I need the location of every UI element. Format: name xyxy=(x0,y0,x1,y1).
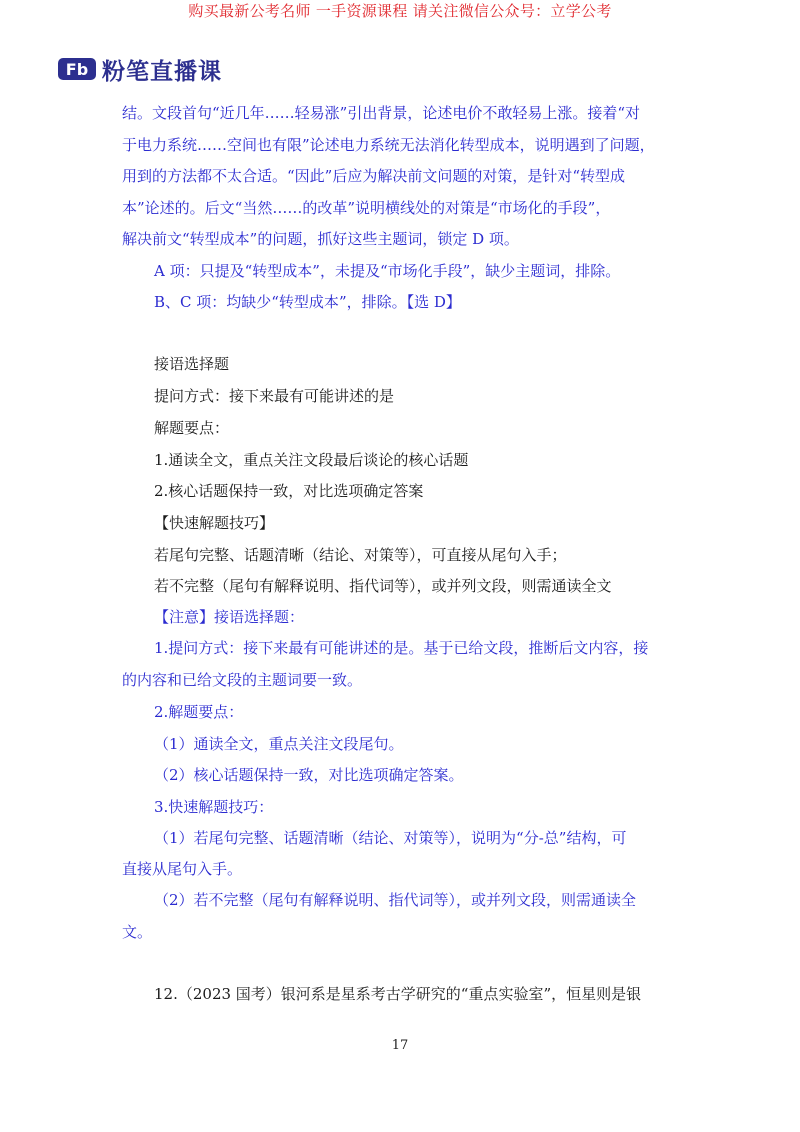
brand-name: 粉笔直播课 xyxy=(102,58,222,85)
top-banner: 购买最新公考名师 一手资源课程 请关注微信公众号：立学公考 xyxy=(188,2,612,20)
note-line: 1.提问方式：接下来最有可能讲述的是。基于已给文段，推断后文内容，接 xyxy=(154,639,649,657)
note-line: 文。 xyxy=(122,923,153,941)
analysis-line: 本”论述的。后文“当然……的改革”说明横线处的对策是“市场化的手段”， xyxy=(122,199,611,217)
guide-line: 提问方式：接下来最有可能讲述的是 xyxy=(154,387,395,405)
guide-line: 若尾句完整、话题清晰（结论、对策等），可直接从尾句入手； xyxy=(154,546,567,564)
note-line: （2）核心话题保持一致，对比选项确定答案。 xyxy=(154,766,464,784)
note-heading: 【注意】接语选择题： xyxy=(154,608,305,626)
note-line: 2.解题要点： xyxy=(154,703,244,721)
option-a-analysis: A 项：只提及“转型成本”，未提及“市场化手段”，缺少主题词，排除。 xyxy=(154,262,621,280)
option-bc-analysis: B、C 项：均缺少“转型成本”，排除。【选 D】 xyxy=(154,293,461,311)
note-line: 直接从尾句入手。 xyxy=(122,860,243,878)
svg-text:Fb: Fb xyxy=(65,60,89,79)
note-line: （1）若尾句完整、话题清晰（结论、对策等），说明为“分-总”结构，可 xyxy=(154,829,627,847)
note-line: （1）通读全文，重点关注文段尾句。 xyxy=(154,735,404,753)
section-heading: 接语选择题 xyxy=(154,355,230,373)
note-line: 3.快速解题技巧： xyxy=(154,798,274,816)
fenbi-logo-icon xyxy=(58,56,96,82)
page-number: 17 xyxy=(391,1038,409,1053)
guide-line: 【快速解题技巧】 xyxy=(154,514,275,532)
note-line: （2）若不完整（尾句有解释说明、指代词等），或并列文段，则需通读全 xyxy=(154,891,637,909)
guide-line: 2.核心话题保持一致，对比选项确定答案 xyxy=(154,482,424,500)
guide-line: 1.通读全文，重点关注文段最后谈论的核心话题 xyxy=(154,451,469,469)
note-line: 的内容和已给文段的主题词要一致。 xyxy=(122,671,363,689)
guide-line: 若不完整（尾句有解释说明、指代词等），或并列文段，则需通读全文 xyxy=(154,577,612,595)
guide-line: 解题要点： xyxy=(154,419,230,437)
analysis-line: 用到的方法都不太合适。“因此”后应为解决前文问题的对策，是针对“转型成 xyxy=(122,167,626,185)
question-stem: 12.（2023 国考）银河系是星系考古学研究的“重点实验室”，恒星则是银 xyxy=(154,985,642,1003)
analysis-line: 解决前文“转型成本”的问题，抓好这些主题词，锁定 D 项。 xyxy=(122,230,519,248)
brand-header xyxy=(58,52,222,86)
analysis-line: 结。文段首句“近几年……轻易涨”引出背景，论述电价不敢轻易上涨。接着“对 xyxy=(122,104,641,122)
analysis-line: 于电力系统……空间也有限”论述电力系统无法消化转型成本，说明遇到了问题， xyxy=(122,136,655,154)
